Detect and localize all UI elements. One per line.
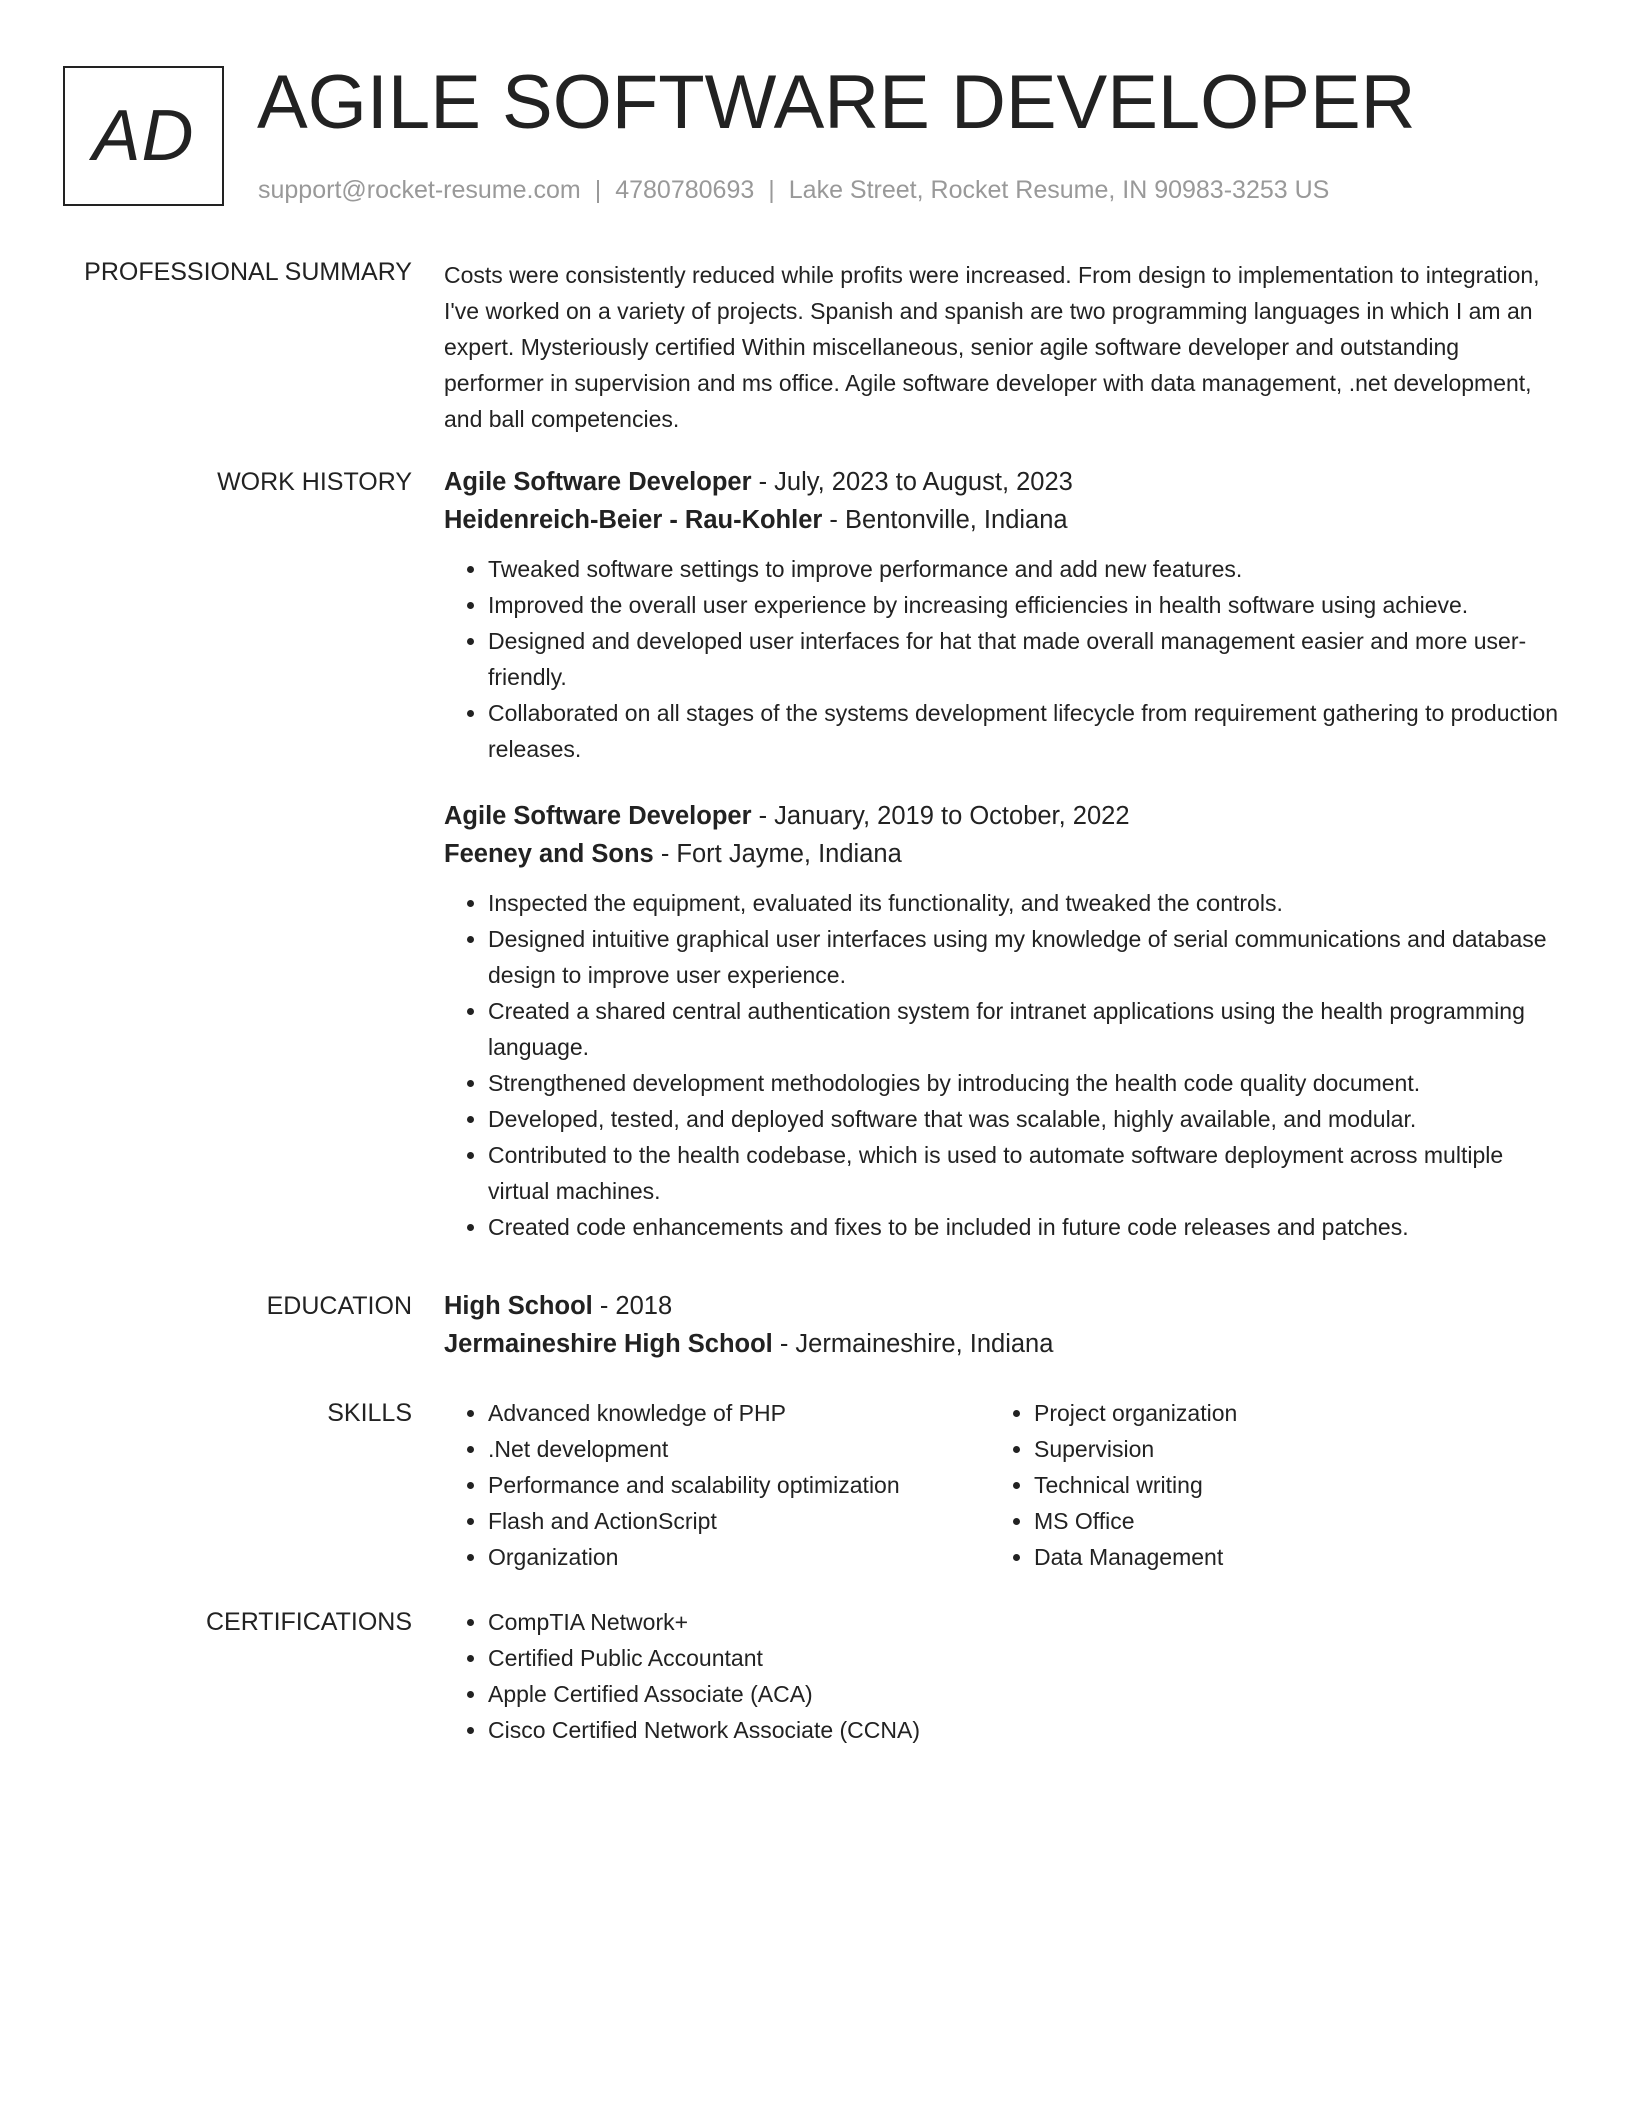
list-item: • Advanced knowledge of PHP — [488, 1395, 990, 1431]
list-item: • Improved the overall user experience by increasing efficiencies in health software using achieve. — [488, 587, 1564, 623]
monogram-box — [63, 66, 224, 206]
degree-year: - 2018 — [592, 1292, 673, 1320]
work-history-label: WORK HISTORY — [217, 468, 412, 496]
list-item: • Performance and scalability optimization — [488, 1467, 990, 1503]
list-item: • Apple Certified Associate (ACA) — [488, 1676, 1564, 1712]
list-item: • Project organization — [1034, 1395, 1536, 1431]
list-item: • Contributed to the health codebase, which is used to automate software deployment across multiple virtual machines. — [488, 1137, 1564, 1209]
list-item: • Inspected the equipment, evaluated its functionality, and tweaked the controls. — [488, 885, 1564, 921]
summary-body — [444, 257, 1564, 437]
list-item: • Certified Public Accountant — [488, 1640, 1564, 1676]
list-item: • Designed intuitive graphical user interfaces using my knowledge of serial communications and database design to improve user experience. — [488, 921, 1564, 993]
school-location: - Jermaineshire, Indiana — [772, 1330, 1054, 1358]
skills-grid — [444, 1395, 1564, 1575]
list-item: • MS Office — [1034, 1503, 1536, 1539]
monogram-initials: AD — [92, 96, 195, 176]
list-item: • CompTIA Network+ — [488, 1604, 1564, 1640]
list-item: • Designed and developed user interfaces for hat that made overall management easier and more user-friendly. — [488, 623, 1564, 695]
school-line — [444, 1325, 1564, 1363]
job-company: Heidenreich-Beier - Rau-Kohler — [444, 506, 823, 534]
job-company-line — [444, 835, 1564, 873]
job-dates: - January, 2019 to October, 2022 — [751, 802, 1130, 830]
job-title-line — [444, 797, 1564, 835]
job-dates: - July, 2023 to August, 2023 — [751, 468, 1073, 496]
skills-column-left — [444, 1395, 990, 1575]
list-item: • Flash and ActionScript — [488, 1503, 990, 1539]
summary-text: Costs were consistently reduced while profits were increased. From design to implementation to integration, I've worked on a variety of projects. Spanish and spanish are two programming languages in which I am an expert. Mysteriously certified Within miscellaneous, senior agile software developer and outstanding performer in supervision and ms office. Agile software developer with data management, .net development, and ball competencies. — [444, 262, 1540, 432]
list-item: • Collaborated on all stages of the systems development lifecycle from requirement gathering to production releases. — [488, 695, 1564, 767]
contact-phone: 4780780693 — [615, 176, 755, 204]
list-item: • Technical writing — [1034, 1467, 1536, 1503]
job-title: Agile Software Developer — [444, 468, 752, 496]
degree-line — [444, 1287, 1564, 1325]
work-history-body — [444, 463, 1564, 1245]
list-item: • Developed, tested, and deployed software that was scalable, highly available, and modular. — [488, 1101, 1564, 1137]
job-title: Agile Software Developer — [444, 802, 752, 830]
skills-list — [444, 1395, 990, 1575]
degree: High School — [444, 1292, 593, 1320]
list-item: • Cisco Certified Network Associate (CCNA) — [488, 1712, 1564, 1748]
list-item: • Supervision — [1034, 1431, 1536, 1467]
certifications-body — [444, 1604, 1564, 1748]
certifications-list — [444, 1604, 1564, 1748]
education-label: EDUCATION — [266, 1292, 412, 1320]
list-item: • Organization — [488, 1539, 990, 1575]
list-item: • Data Management — [1034, 1539, 1536, 1575]
skills-list — [990, 1395, 1536, 1575]
list-item: • Tweaked software settings to improve performance and add new features. — [488, 551, 1564, 587]
page-title: AGILE SOFTWARE DEVELOPER — [257, 60, 1416, 145]
list-item: • Strengthened development methodologies by introducing the health code quality document. — [488, 1065, 1564, 1101]
skills-body — [444, 1395, 1564, 1575]
job-location: - Bentonville, Indiana — [822, 506, 1068, 534]
job-title-line — [444, 463, 1564, 501]
contact-address: Lake Street, Rocket Resume, IN 90983-3253 US — [788, 176, 1330, 204]
education-body — [444, 1287, 1564, 1363]
list-item: • Created code enhancements and fixes to be included in future code releases and patches. — [488, 1209, 1564, 1245]
school-name: Jermaineshire High School — [444, 1330, 773, 1358]
skills-label: SKILLS — [327, 1399, 412, 1427]
job-bullets — [444, 551, 1564, 767]
contact-separator: | — [768, 176, 775, 204]
job-company-line — [444, 501, 1564, 539]
job-company: Feeney and Sons — [444, 840, 654, 868]
certifications-label: CERTIFICATIONS — [205, 1608, 412, 1636]
contact-email: support@rocket-resume.com — [258, 176, 581, 204]
job-entry — [444, 797, 1564, 1245]
skills-column-right — [990, 1395, 1536, 1575]
summary-label: PROFESSIONAL SUMMARY — [84, 258, 412, 286]
job-location: - Fort Jayme, Indiana — [653, 840, 902, 868]
list-item: • .Net development — [488, 1431, 990, 1467]
list-item: • Created a shared central authentication system for intranet applications using the health programming language. — [488, 993, 1564, 1065]
contact-separator: | — [594, 176, 602, 204]
job-entry — [444, 463, 1564, 767]
contact-line — [258, 174, 1329, 206]
job-bullets — [444, 885, 1564, 1245]
